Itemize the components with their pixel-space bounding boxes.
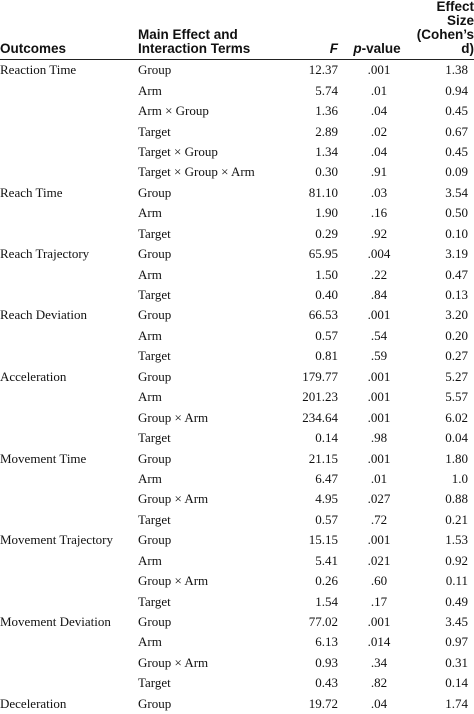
outcome-cell [0,101,136,121]
header-terms [136,0,272,60]
term-cell: Arm [136,551,272,571]
effect-size-cell: 1.38 [408,60,474,81]
effect-size-cell: 0.88 [408,489,474,509]
effect-size-cell: 3.20 [408,305,474,325]
effect-size-cell: 0.04 [408,428,474,448]
table-row [0,591,474,611]
p-value-cell: .001 [346,612,408,632]
effect-size-cell: 0.92 [408,551,474,571]
table-row [0,264,474,284]
f-value-cell: 0.40 [272,285,346,305]
outcome-cell [0,326,136,346]
table-row [0,203,474,223]
table-row [0,346,474,366]
f-value-cell: 5.41 [272,551,346,571]
p-value-cell: .004 [346,244,408,264]
p-value-cell: .001 [346,367,408,387]
f-value-cell: 234.64 [272,407,346,427]
p-value-cell: .98 [346,428,408,448]
p-value-cell: .001 [346,407,408,427]
header-p-italic: p [353,41,361,56]
f-value-cell: 65.95 [272,244,346,264]
outcome-cell [0,121,136,141]
f-value-cell: 0.93 [272,653,346,673]
table-row [0,60,474,81]
header-p-rest: -value [362,41,401,56]
f-value-cell: 0.26 [272,571,346,591]
effect-size-cell: 0.94 [408,80,474,100]
outcome-cell [0,285,136,305]
p-value-cell: .84 [346,285,408,305]
term-cell: Group [136,244,272,264]
p-value-cell: .03 [346,183,408,203]
f-value-cell: 0.14 [272,428,346,448]
outcome-cell [0,142,136,162]
p-value-cell: .60 [346,571,408,591]
table-row [0,612,474,632]
table-row [0,407,474,427]
term-cell: Arm [136,387,272,407]
term-cell: Group [136,60,272,81]
f-value-cell: 6.47 [272,469,346,489]
header-es-line1: Effect Size [436,0,474,28]
table-row [0,121,474,141]
f-value-cell: 1.90 [272,203,346,223]
f-value-cell: 0.57 [272,326,346,346]
p-value-cell: .54 [346,326,408,346]
outcome-cell [0,264,136,284]
outcome-cell [0,489,136,509]
effect-size-cell: 0.27 [408,346,474,366]
effect-size-cell: 0.31 [408,653,474,673]
term-cell: Group [136,448,272,468]
outcome-cell [0,346,136,366]
term-cell: Target [136,224,272,244]
term-cell: Target [136,285,272,305]
term-cell: Group [136,305,272,325]
effect-size-cell: 1.53 [408,530,474,550]
p-value-cell: .72 [346,510,408,530]
p-value-cell: .22 [346,264,408,284]
effect-size-cell: 5.57 [408,387,474,407]
table-row [0,530,474,550]
term-cell: Group [136,530,272,550]
p-value-cell: .001 [346,448,408,468]
term-cell: Group × Arm [136,407,272,427]
f-value-cell: 15.15 [272,530,346,550]
f-value-cell: 201.23 [272,387,346,407]
outcome-cell: Reach Deviation [0,305,136,325]
effect-size-cell: 1.80 [408,448,474,468]
header-terms-line1: Main Effect and [138,27,238,42]
term-cell: Arm [136,326,272,346]
term-cell: Arm × Group [136,101,272,121]
table-row [0,673,474,693]
table-row [0,510,474,530]
table-body [0,60,474,714]
p-value-cell: .021 [346,551,408,571]
f-value-cell: 21.15 [272,448,346,468]
p-value-cell: .001 [346,530,408,550]
outcome-cell [0,224,136,244]
table-header [0,0,474,60]
term-cell: Group × Arm [136,653,272,673]
effect-size-cell: 0.67 [408,121,474,141]
table-row [0,694,474,714]
outcome-cell [0,428,136,448]
outcome-cell [0,162,136,182]
p-value-cell: .001 [346,305,408,325]
table-row [0,448,474,468]
effect-size-cell: 5.27 [408,367,474,387]
term-cell: Target × Group [136,142,272,162]
table-row [0,101,474,121]
table-row [0,142,474,162]
outcome-cell [0,407,136,427]
f-value-cell: 1.54 [272,591,346,611]
table-row [0,244,474,264]
f-value-cell: 5.74 [272,80,346,100]
term-cell: Group [136,367,272,387]
table-row [0,285,474,305]
term-cell: Target [136,121,272,141]
outcome-cell: Reach Trajectory [0,244,136,264]
effect-size-cell: 0.45 [408,142,474,162]
outcome-cell [0,632,136,652]
f-value-cell: 12.37 [272,60,346,81]
outcome-cell [0,551,136,571]
p-value-cell: .04 [346,694,408,714]
p-value-cell: .04 [346,142,408,162]
effect-size-cell: 0.50 [408,203,474,223]
outcome-cell: Movement Time [0,448,136,468]
f-value-cell: 1.50 [272,264,346,284]
table-row [0,305,474,325]
effect-size-cell: 0.21 [408,510,474,530]
term-cell: Arm [136,203,272,223]
f-value-cell: 1.36 [272,101,346,121]
f-value-cell: 4.95 [272,489,346,509]
f-value-cell: 19.72 [272,694,346,714]
table-row [0,489,474,509]
outcome-cell: Deceleration [0,694,136,714]
term-cell: Group [136,183,272,203]
outcome-cell [0,469,136,489]
f-value-cell: 2.89 [272,121,346,141]
effect-size-cell: 6.02 [408,407,474,427]
header-f: F [272,0,346,60]
p-value-cell: .59 [346,346,408,366]
term-cell: Target [136,673,272,693]
f-value-cell: 6.13 [272,632,346,652]
effect-size-cell: 3.45 [408,612,474,632]
f-value-cell: 0.57 [272,510,346,530]
p-value-cell: .01 [346,469,408,489]
outcome-cell: Movement Trajectory [0,530,136,550]
header-terms-line2: Interaction Terms [138,41,250,56]
effect-size-cell: 0.14 [408,673,474,693]
effect-size-cell: 0.10 [408,224,474,244]
table-row [0,551,474,571]
table-row [0,80,474,100]
effect-size-cell: 0.49 [408,591,474,611]
outcome-cell [0,203,136,223]
effect-size-cell: 1.74 [408,694,474,714]
table-row [0,387,474,407]
p-value-cell: .027 [346,489,408,509]
f-value-cell: 0.43 [272,673,346,693]
p-value-cell: .17 [346,591,408,611]
p-value-cell: .01 [346,80,408,100]
table-row [0,326,474,346]
outcome-cell: Movement Deviation [0,612,136,632]
table-row [0,183,474,203]
outcome-cell [0,80,136,100]
effect-size-cell: 0.11 [408,571,474,591]
effect-size-cell: 0.45 [408,101,474,121]
header-outcomes: Outcomes [0,0,136,60]
term-cell: Arm [136,264,272,284]
term-cell: Group × Arm [136,571,272,591]
table-row [0,571,474,591]
term-cell: Arm [136,469,272,489]
effect-size-cell: 0.47 [408,264,474,284]
term-cell: Target [136,591,272,611]
f-value-cell: 0.81 [272,346,346,366]
table-row [0,367,474,387]
outcome-cell: Reach Time [0,183,136,203]
p-value-cell: .014 [346,632,408,652]
outcome-cell [0,510,136,530]
header-p-value [346,0,408,60]
f-value-cell: 1.34 [272,142,346,162]
f-value-cell: 0.29 [272,224,346,244]
term-cell: Target [136,510,272,530]
term-cell: Arm [136,632,272,652]
f-value-cell: 0.30 [272,162,346,182]
f-value-cell: 77.02 [272,612,346,632]
outcome-cell [0,653,136,673]
outcome-cell [0,387,136,407]
p-value-cell: .91 [346,162,408,182]
outcome-cell [0,591,136,611]
effect-size-cell: 3.54 [408,183,474,203]
p-value-cell: .001 [346,60,408,81]
header-es-line2: (Cohen’s d) [417,27,474,56]
effect-size-cell: 3.19 [408,244,474,264]
f-value-cell: 81.10 [272,183,346,203]
table-row [0,632,474,652]
effect-size-cell: 0.20 [408,326,474,346]
term-cell: Arm [136,80,272,100]
term-cell: Group [136,694,272,714]
term-cell: Target [136,346,272,366]
table-row [0,653,474,673]
f-value-cell: 66.53 [272,305,346,325]
term-cell: Group [136,612,272,632]
p-value-cell: .02 [346,121,408,141]
effect-size-cell: 1.0 [408,469,474,489]
effect-size-cell: 0.13 [408,285,474,305]
effect-size-cell: 0.97 [408,632,474,652]
table-row [0,162,474,182]
effect-size-cell: 0.09 [408,162,474,182]
p-value-cell: .92 [346,224,408,244]
table-row [0,224,474,244]
table-row [0,469,474,489]
term-cell: Target [136,428,272,448]
table-row [0,428,474,448]
outcome-cell: Acceleration [0,367,136,387]
term-cell: Target × Group × Arm [136,162,272,182]
p-value-cell: .04 [346,101,408,121]
header-effect-size [408,0,474,60]
p-value-cell: .001 [346,387,408,407]
outcome-cell [0,571,136,591]
header-row [0,0,474,60]
p-value-cell: .34 [346,653,408,673]
p-value-cell: .16 [346,203,408,223]
f-value-cell: 179.77 [272,367,346,387]
outcome-cell [0,673,136,693]
outcome-cell: Reaction Time [0,60,136,81]
term-cell: Group × Arm [136,489,272,509]
p-value-cell: .82 [346,673,408,693]
